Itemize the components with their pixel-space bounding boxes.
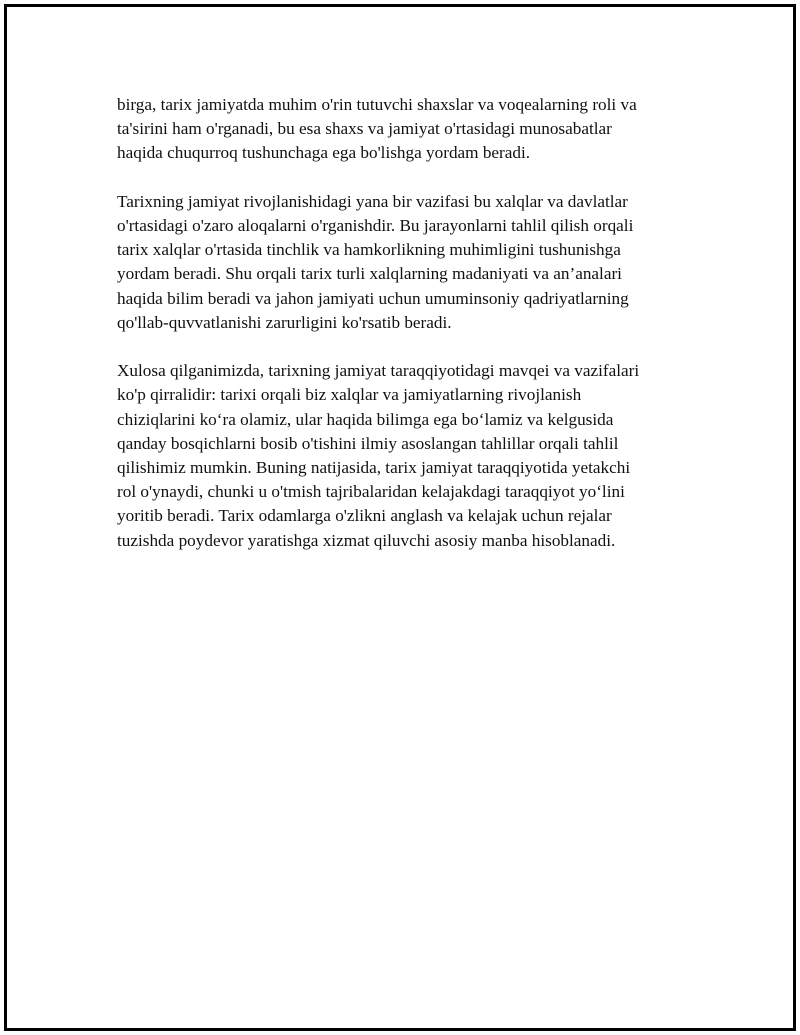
- document-body: [117, 93, 687, 577]
- paragraph-line: qo'llab-quvvatlanishi zarurligini ko'rsatib beradi.: [117, 312, 452, 332]
- paragraph-line: Tarixning jamiyat rivojlanishidagi yana bir vazifasi bu xalqlar va davlatlar: [117, 191, 628, 211]
- paragraph-line: ta'sirini ham o'rganadi, bu esa shaxs va jamiyat o'rtasidagi munosabatlar: [117, 119, 612, 139]
- paragraph-line: tarix xalqlar o'rtasida tinchlik va hamkorlikning muhimligini tushunishga: [117, 240, 621, 260]
- paragraph-line: chiziqlarini ko‘ra olamiz, ular haqida bilimga ega bo‘lamiz va kelgusida: [117, 409, 614, 429]
- paragraph-line: yordam beradi. Shu orqali tarix turli xalqlarning madaniyati va an’analari: [117, 264, 622, 284]
- paragraph-3: [117, 359, 687, 553]
- paragraph-line: haqida chuqurroq tushunchaga ega bo'lishga yordam beradi.: [117, 143, 531, 163]
- paragraph-line: haqida bilim beradi va jahon jamiyati uchun umuminsoniy qadriyatlarning: [117, 288, 629, 308]
- paragraph-1: [117, 93, 687, 166]
- paragraph-line: rol o'ynaydi, chunki u o'tmish tajribalaridan kelajakdagi taraqqiyot yo‘lini: [117, 482, 625, 502]
- paragraph-line: ko'p qirralidir: tarixi orqali biz xalqlar va jamiyatlarning rivojlanish: [117, 385, 582, 405]
- paragraph-line: birga, tarix jamiyatda muhim o'rin tutuvchi shaxslar va voqealarning roli va: [117, 95, 637, 114]
- paragraph-line: tuzishda poydevor yaratishga xizmat qiluvchi asosiy manba hisoblanadi.: [117, 530, 616, 550]
- paragraph-line: yoritib beradi. Tarix odamlarga o'zlikni anglash va kelajak uchun rejalar: [117, 506, 612, 526]
- paragraph-line: qilishimiz mumkin. Buning natijasida, tarix jamiyat taraqqiyotida yetakchi: [117, 458, 631, 478]
- paragraph-2: [117, 190, 687, 335]
- paragraph-line: Xulosa qilganimizda, tarixning jamiyat taraqqiyotidagi mavqei va vazifalari: [117, 361, 640, 381]
- paragraph-line: o'rtasidagi o'zaro aloqalarni o'rganishdir. Bu jarayonlarni tahlil qilish orqali: [117, 216, 634, 235]
- paragraph-line: qanday bosqichlarni bosib o'tishini ilmiy asoslangan tahlillar orqali tahlil: [117, 433, 619, 453]
